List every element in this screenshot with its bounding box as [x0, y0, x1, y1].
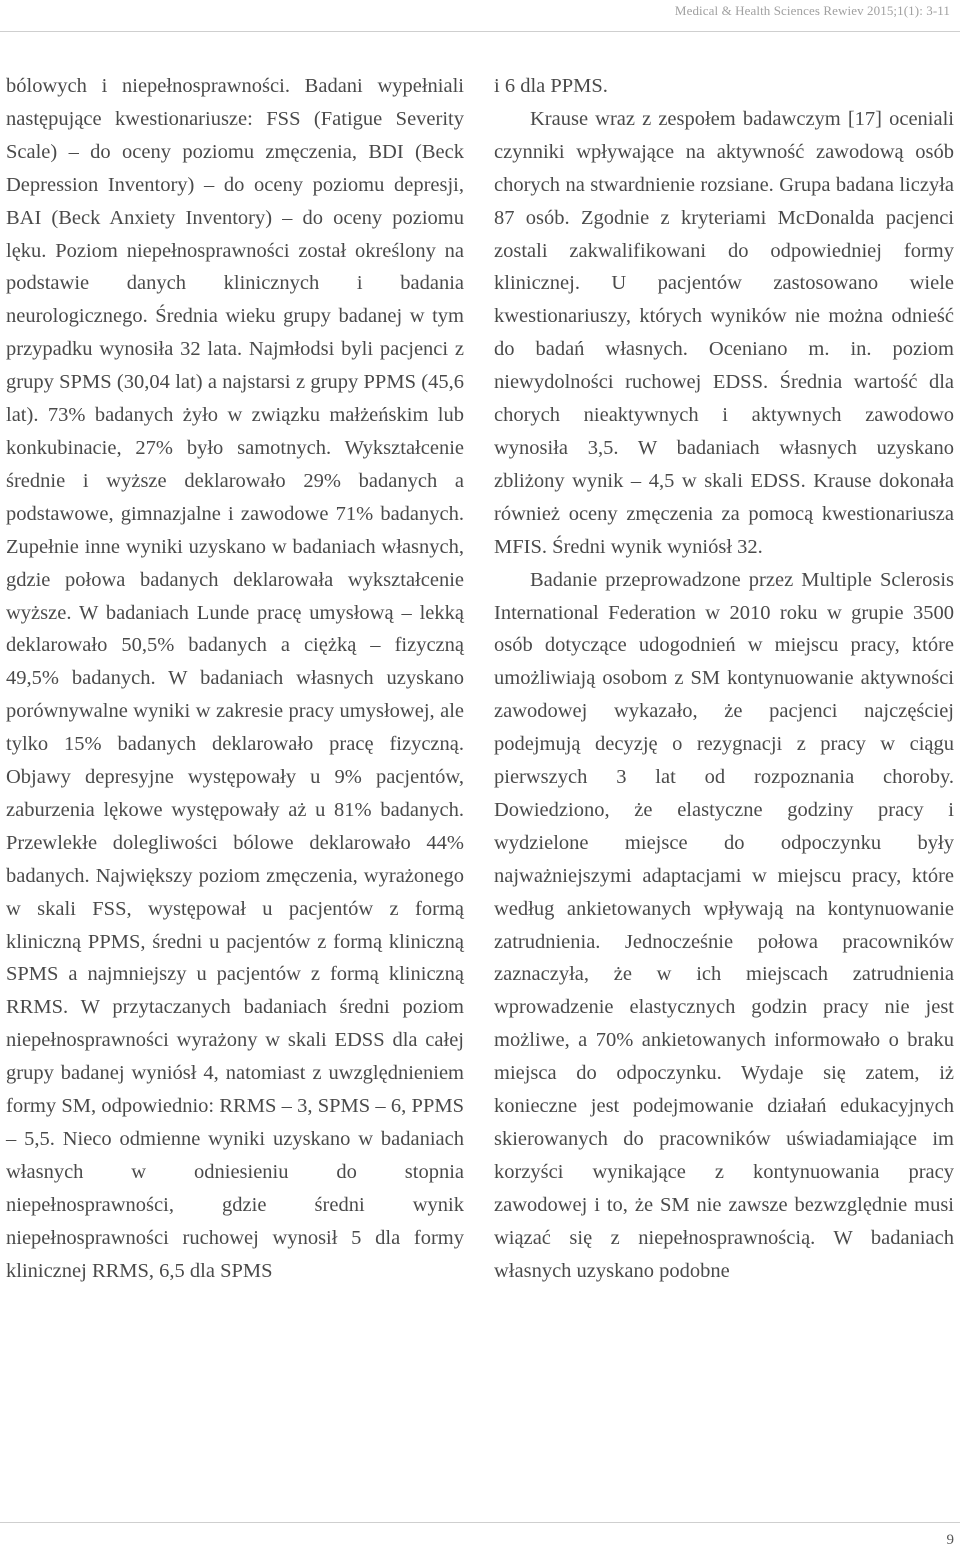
right-paragraph-2: Krause wraz z zespołem badawczym [17] oceniali czynniki wpływające na aktywność zawodową osób chorych na stwardnienie rozsiane. Grupa badana liczyła 87 osób. Zgodnie z kryteriami McDonalda pacjenci zostali zakwalifikowani do odpowiedniej formy klinicznej. U pacjentów zastosowano wiele kwestionariuszy, których wyników nie można odnieść do badań własnych. Oceniano m. in. poziom niewydolności ruchowej EDSS. Średnia wartość dla chorych nieaktywnych i aktywnych zawodowo wynosiła 3,5. W badaniach własnych uzyskano zbliżony wynik – 4,5 w skali EDSS. Krause dokonała również oceny zmęczenia za pomocą kwestionariusza MFIS. Średni wynik wyniósł 32. [494, 107, 954, 558]
right-text-column [494, 70, 954, 1288]
footer-divider [0, 1522, 960, 1523]
page-number: 9 [946, 1532, 954, 1548]
header-divider [0, 31, 960, 32]
right-paragraph-1: i 6 dla PPMS. [494, 75, 608, 97]
left-text-column [6, 70, 464, 1288]
right-paragraph-3: Badanie przeprowadzone przez Multiple Sclerosis International Federation w 2010 roku w grupie 3500 osób dotyczące udogodnień w miejscu pracy, które umożliwiają osobom z SM kontynuowanie aktywności zawodowej wykazało, że pacjenci najczęściej podejmują decyzję o rezygnacji z pracy w ciągu pierwszych 3 lat od rozpoznania choroby. Dowiedziono, że elastyczne godziny pracy i wydzielone miejsce do odpoczynku były najważniejszymi adaptacjami w miejscu pracy, które według ankietowanych wpływają na kontynuowanie zatrudnienia. Jednocześnie połowa pracowników zaznaczyła, że w ich miejscach zatrudnienia wprowadzenie elastycznych godzin pracy nie jest możliwe, a 70% ankietowanych informowało o braku miejsca do odpoczynku. Wydaje się zatem, iż konieczne jest podejmowanie działań edukacyjnych skierowanych do pracowników uświadamiające im korzyści wynikające z kontynuowania pracy zawodowej i to, że SM nie zawsze bezwzględnie musi wiązać się z niepełnosprawnością. W badaniach własnych uzyskano podobne [494, 568, 954, 1282]
journal-citation-header: Medical & Health Sciences Rewiev 2015;1(1): 3-11 [674, 3, 950, 18]
left-paragraph-1: bólowych i niepełnosprawności. Badani wypełniali następujące kwestionariusze: FSS (Fatigue Severity Scale) – do oceny poziomu zmęczenia, BDI (Beck Depression Inventory) – do oceny poziomu depresji, BAI (Beck Anxiety Inventory) – do oceny poziomu lęku. Poziom niepełnosprawności został określony na podstawie danych klinicznych i badania neurologicznego. Średnia wieku grupy badanej w tym przypadku wynosiła 32 lata. Najmłodsi byli pacjenci z grupy SPMS (30,04 lat) a najstarsi z grupy PPMS (45,6 lat). 73% badanych żyło w związku małżeńskim lub konkubinacie, 27% było samotnych. Wykształcenie średnie i wyższe deklarowało 29% badanych a podstawowe, gimnazjalne i zawodowe 71% badanych. Zupełnie inne wyniki uzyskano w badaniach własnych, gdzie połowa badanych deklarowała wykształcenie wyższe. W badaniach Lunde pracę umysłową – lekką deklarowało 50,5% badanych a ciężką – fizyczną 49,5% badanych. W badaniach własnych uzyskano porównywalne wyniki w zakresie pracy umysłowej, ale tylko 15% badanych deklarowało pracę fizyczną. Objawy depresyjne występowały u 9% pacjentów, zaburzenia lękowe występowały aż u 81% badanych. Przewlekłe dolegliwości bólowe deklarowało 44% badanych. Największy poziom zmęczenia, wyrażonego w skali FSS, występował u pacjentów z formą kliniczną PPMS, średni u pacjentów z formą kliniczną SPMS a najmniejszy u pacjentów z formą kliniczną RRMS. W przytaczanych badaniach średni poziom niepełnosprawności wyrażony w skali EDSS dla całej grupy badanej wyniósł 4, natomiast z uwzględnieniem formy SM, odpowiednio: RRMS – 3, SPMS – 6, PPMS – 5,5. Nieco odmienne wyniki uzyskano w badaniach własnych w odniesieniu do stopnia niepełnosprawności, gdzie średni wynik niepełnosprawności ruchowej wynosił 5 dla formy klinicznej RRMS, 6,5 dla SPMS [6, 75, 464, 1282]
